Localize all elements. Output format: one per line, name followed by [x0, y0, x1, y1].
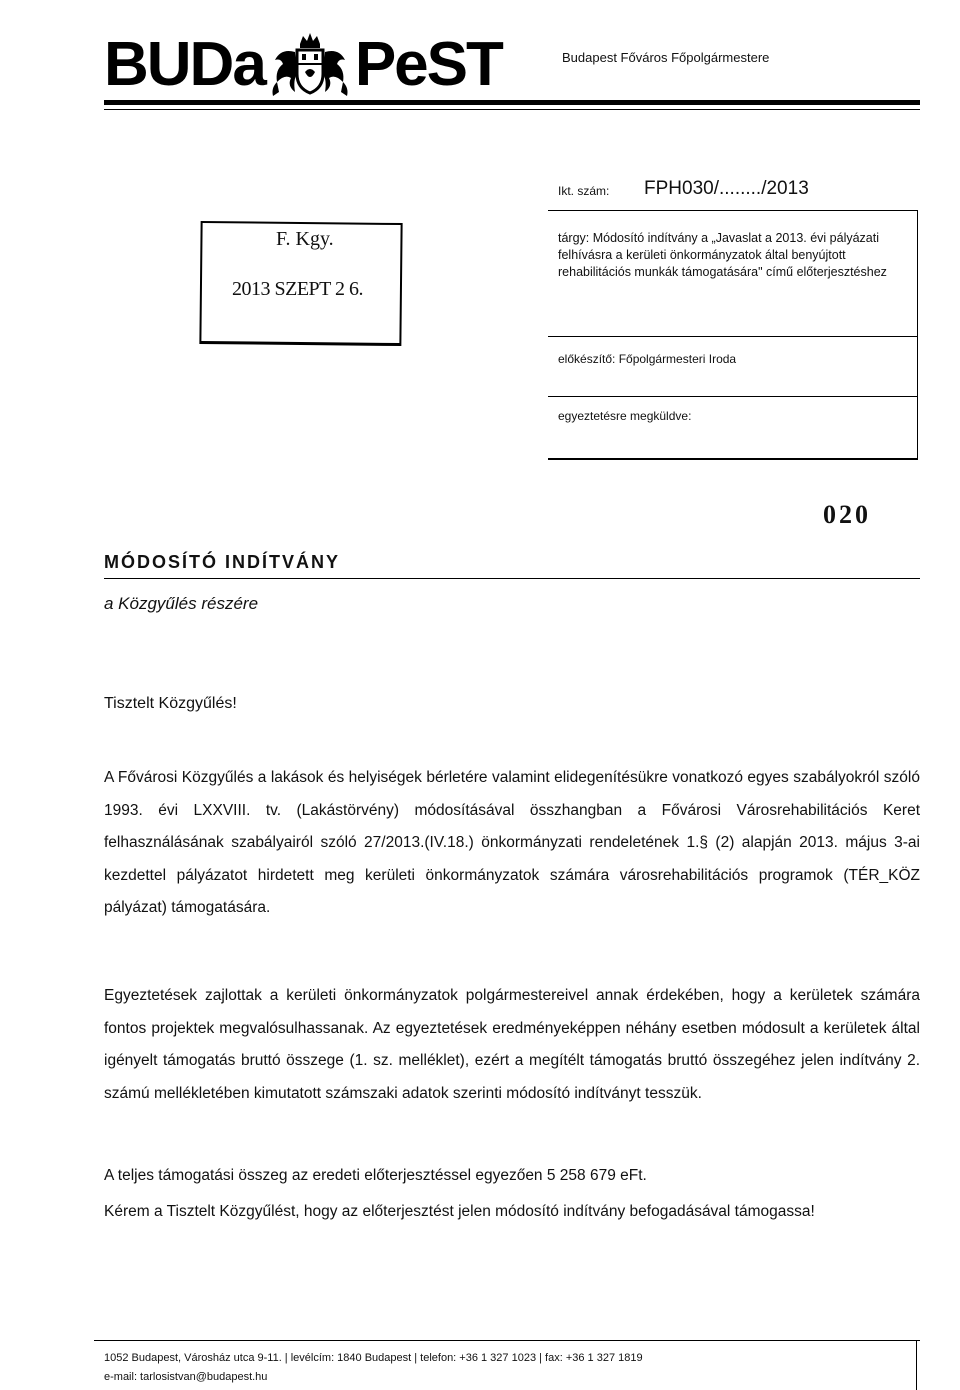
meta-vertical-divider	[917, 210, 918, 460]
footer-vertical-rule	[916, 1340, 917, 1390]
footer-rule	[94, 1340, 920, 1341]
header-rule	[104, 100, 920, 105]
meta-divider	[548, 210, 918, 211]
stamp-line-2: 2013 SZEPT 2 6.	[232, 278, 364, 300]
footer-address: 1052 Budapest, Városház utca 9-11. | levélcím: 1840 Budapest | telefon: +36 1 327 1023 | fax: +36 1 327 1819	[104, 1352, 643, 1364]
title-rule	[104, 578, 920, 579]
body-paragraph: Egyeztetések zajlottak a kerületi önkormányzatok polgármestereivel annak érdekében, hogy a kerületek számára fontos projektek megvalósulhassanak. Az egyeztetések eredményeképpen néhány esetben módosult a kerületek által igényelt támogatás bruttó összege (1. sz. melléklet), ezért a megítélt támogatás bruttó összegéhez jelen indítvány 2. számú mellékletében kimutatott számszaki adatok szerinti módosító indítványt tesszük.	[104, 987, 920, 1102]
logo	[104, 30, 502, 100]
meta-divider	[548, 458, 918, 460]
body-paragraph: Kérem a Tisztelt Közgyűlést, hogy az előterjesztést jelen módosító indítvány befogadásával támogassa!	[104, 1203, 815, 1220]
issuer-name: Budapest Főváros Főpolgármestere	[562, 50, 770, 65]
header-rule-thin	[104, 109, 920, 110]
stamp-line-1: F. Kgy.	[276, 228, 334, 250]
file-number-label: Ikt. szám:	[558, 184, 610, 198]
logo-text-buda: BUDa	[104, 30, 265, 99]
salutation: Tisztelt Közgyűlés!	[104, 695, 237, 712]
meta-divider	[548, 396, 918, 397]
body-paragraph: A teljes támogatási összeg az eredeti előterjesztéssel egyezően 5 258 679 eFt.	[104, 1167, 647, 1184]
coat-of-arms-icon	[267, 30, 353, 100]
file-number-value: FPH030/......../2013	[644, 178, 809, 199]
consultation-text: egyeztetésre megküldve:	[558, 409, 692, 423]
meta-divider	[548, 336, 918, 337]
document-subtitle: a Közgyűlés részére	[104, 594, 259, 613]
body-paragraph: A Fővárosi Közgyűlés a lakások és helyiségek bérletére valamint elidegenítésükre vonatkozó egyes szabályokról szóló 1993. évi LXXVIII. tv. (Lakástörvény) módosításával összhangban a Fővárosi Városrehabilitációs Keret felhasználásának szabályairól szóló 27/2013.(IV.18.) önkormányzati rendeletének 1.§ (2) alapján 2013. május 3-ai kezdettel pályázatot hirdetett meg kerületi önkormányzatok számára városrehabilitációs programok (TÉR_KÖZ pályázat) támogatására.	[104, 769, 920, 916]
footer-email: e-mail: tarlosistvan@budapest.hu	[104, 1371, 268, 1383]
document-number: 020	[823, 500, 871, 529]
preparer-text: előkészítő: Főpolgármesteri Iroda	[558, 352, 737, 366]
document-title: MÓDOSÍTÓ INDÍTVÁNY	[104, 552, 341, 572]
subject-text: tárgy: Módosító indítvány a „Javaslat a 2013. évi pályázati felhívásra a kerületi önkormányzatok által benyújtott rehabilitációs munkák támogatására" című előterjesztéshez	[558, 231, 887, 279]
logo-text-pest: PeST	[354, 30, 502, 99]
